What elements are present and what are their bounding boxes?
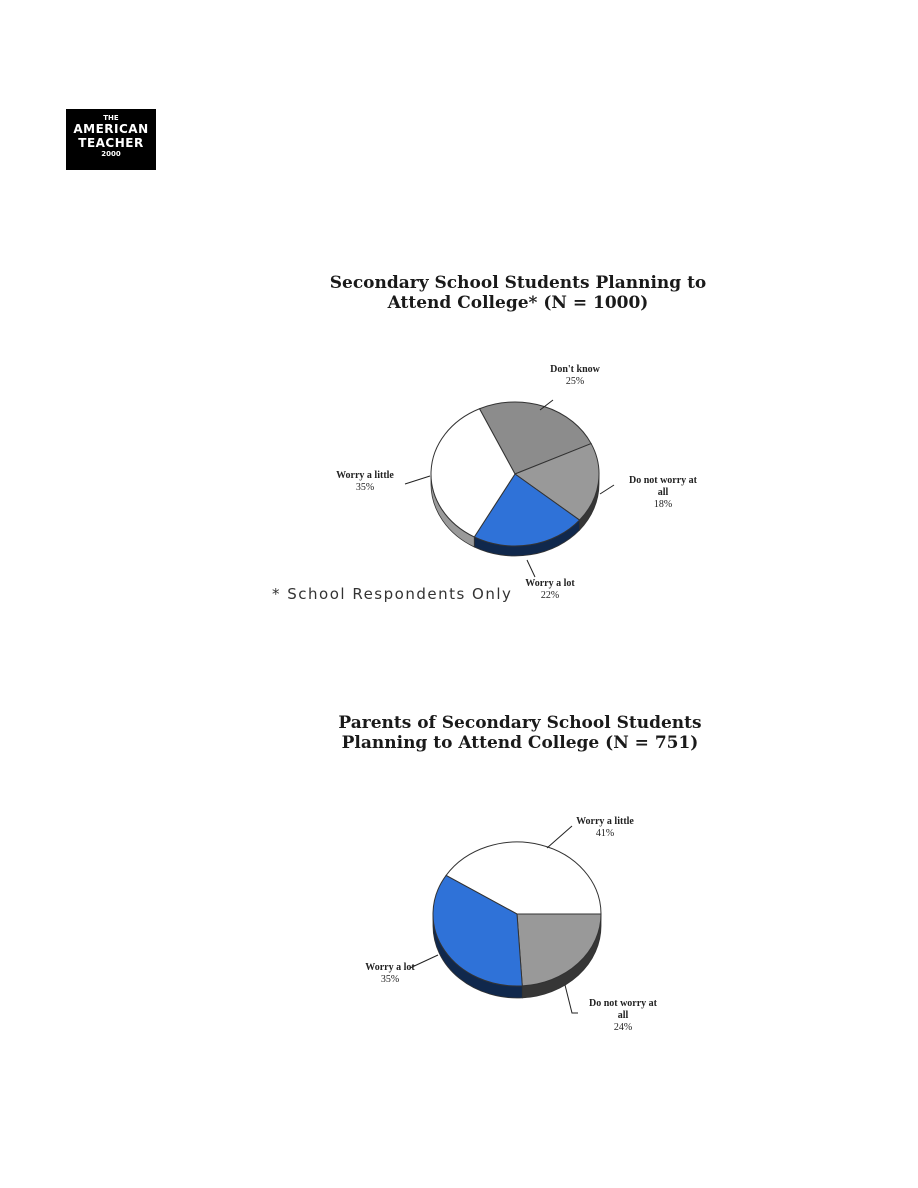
chart1-leader-worry-a-little	[405, 476, 430, 484]
chart2-label-worry-a-lot-value: 35%	[380, 974, 400, 985]
logo-line3: TEACHER	[78, 136, 144, 150]
logo-line2: AMERICAN	[73, 122, 149, 136]
chart2-label-do-not-worry-value: 24%	[613, 1022, 633, 1033]
chart1-label-do-not-worry-line1: Do not worry at	[628, 475, 698, 486]
logo-line1: THE	[103, 114, 119, 122]
chart2-label-do-not-worry	[578, 998, 668, 1034]
chart2-slice-do-not-worry	[517, 914, 601, 986]
chart1-label-dont-know	[540, 364, 610, 388]
chart1-label-worry-a-little-value: 35%	[355, 482, 375, 493]
chart1-label-do-not-worry	[618, 475, 708, 511]
chart2-label-worry-a-lot-text: Worry a lot	[365, 962, 415, 973]
chart1-label-worry-a-little	[325, 470, 405, 494]
chart2-label-do-not-worry-line1: Do not worry at	[588, 998, 658, 1009]
chart2-label-do-not-worry-line2: all	[617, 1010, 629, 1021]
chart1-label-do-not-worry-line2: all	[657, 487, 669, 498]
chart1-label-dont-know-text: Don't know	[550, 364, 600, 375]
chart1-title-line2: Attend College* (N = 1000)	[387, 293, 649, 313]
chart2-label-worry-a-little	[565, 816, 645, 840]
chart1-label-worry-a-lot-text: Worry a lot	[525, 578, 575, 589]
chart2-title-line2: Planning to Attend College (N = 751)	[341, 733, 699, 753]
chart1-leader-worry-a-lot	[527, 560, 535, 577]
chart2-leader-do-not-worry	[565, 985, 578, 1013]
chart1-label-dont-know-value: 25%	[565, 376, 585, 387]
chart1-title-line1: Secondary School Students Planning to	[329, 273, 707, 293]
logo-line4: 2000	[101, 150, 121, 158]
footnote: * School Respondents Only	[272, 585, 513, 603]
chart2-title-line1: Parents of Secondary School Students	[338, 713, 702, 733]
chart1-label-worry-a-lot	[520, 578, 580, 602]
chart2-label-worry-a-little-value: 41%	[595, 828, 615, 839]
chart1-label-worry-a-lot-value: 22%	[540, 590, 560, 601]
chart1-label-worry-a-little-text: Worry a little	[336, 470, 394, 481]
chart2-label-worry-a-little-text: Worry a little	[576, 816, 634, 827]
chart2-label-worry-a-lot	[355, 962, 425, 986]
chart1-label-do-not-worry-value: 18%	[653, 499, 673, 510]
chart1-leader-do-not-worry	[600, 485, 614, 494]
